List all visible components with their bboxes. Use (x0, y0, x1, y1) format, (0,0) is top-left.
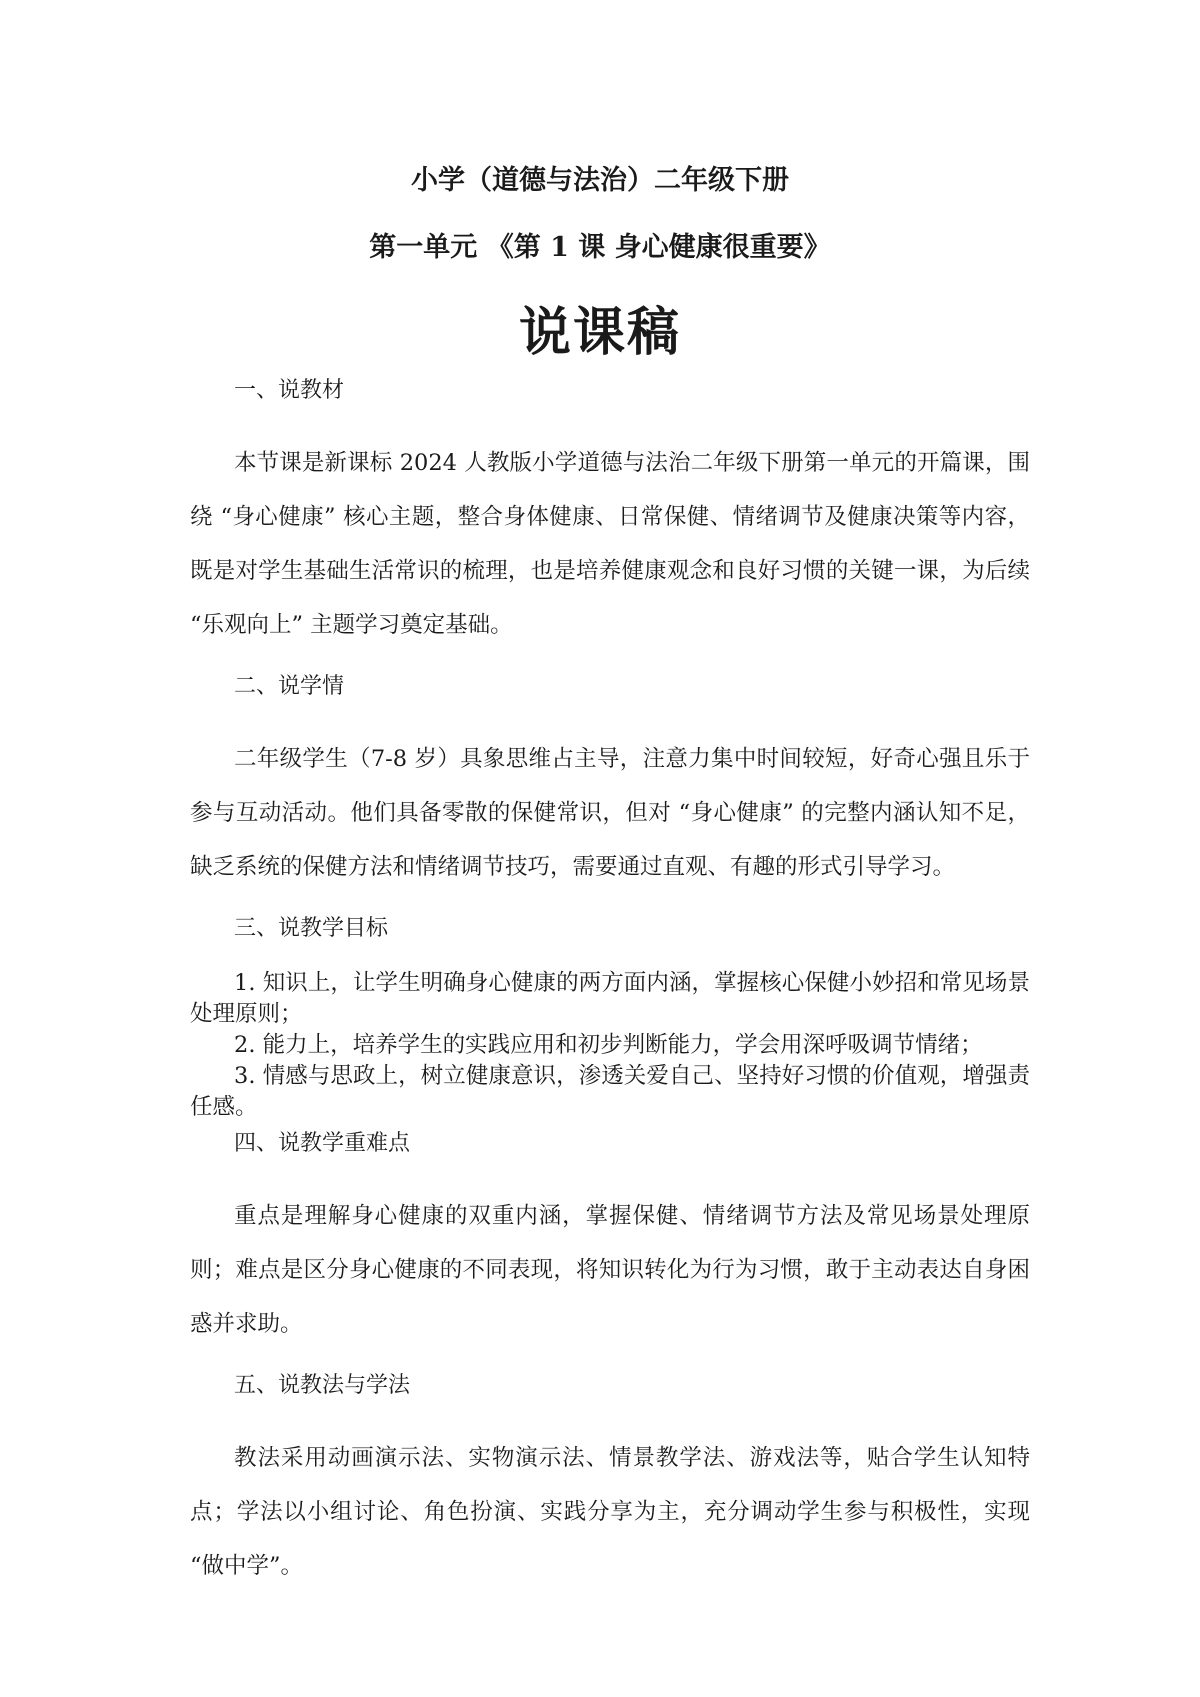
section-methods (190, 1369, 1030, 1593)
section-objectives (190, 912, 1030, 1123)
section-paragraph: 重点是理解身心健康的双重内涵，掌握保健、情绪调节方法及常见场景处理原则；难点是区分身心健康的不同表现，将知识转化为行为习惯，敢于主动表达自身困惑并求助。 (190, 1203, 1030, 1337)
objective-item: 1. 知识上，让学生明确身心健康的两方面内涵，掌握核心保健小妙招和常见场景处理原则； (190, 970, 1030, 1027)
document-body (190, 374, 1030, 1611)
section-heading: 三、说教学目标 (234, 916, 389, 941)
section-key-points (190, 1127, 1030, 1351)
section-textbook (190, 374, 1030, 652)
objective-item: 2. 能力上，培养学生的实践应用和初步判断能力，学会用深呼吸调节情绪； (234, 1032, 983, 1058)
section-heading: 一、说教材 (234, 378, 345, 403)
section-students (190, 670, 1030, 894)
objective-item: 3. 情感与思政上，树立健康意识，渗透关爱自己、坚持好习惯的价值观，增强责任感。 (190, 1063, 1030, 1120)
section-paragraph: 教法采用动画演示法、实物演示法、情景教学法、游戏法等，贴合学生认知特点；学法以小组讨论、角色扮演、实践分享为主，充分调动学生参与积极性，实现 “做中学”。 (190, 1445, 1030, 1579)
document-subtitle-grade: 小学（道德与法治）二年级下册 (411, 165, 789, 196)
section-heading: 四、说教学重难点 (234, 1131, 411, 1156)
section-paragraph: 二年级学生（7-8 岁）具象思维占主导，注意力集中时间较短，好奇心强且乐于参与互动活动。他们具备零散的保健常识，但对 “身心健康” 的完整内涵认知不足，缺乏系统的保健方法和情绪调节技巧，需要通过直观、有趣的形式引导学习。 (190, 746, 1030, 880)
section-paragraph: 本节课是新课标 2024 人教版小学道德与法治二年级下册第一单元的开篇课，围绕 “身心健康” 核心主题，整合身体健康、日常保健、情绪调节及健康决策等内容，既是对学生基础生活常识的梳理，也是培养健康观念和良好习惯的关键一课，为后续 “乐观向上” 主题学习奠定基础。 (190, 450, 1030, 638)
section-heading: 五、说教法与学法 (234, 1373, 411, 1398)
section-heading: 二、说学情 (234, 674, 345, 699)
document-subtitle-lesson: 第一单元 《第 1 课 身心健康很重要》 (369, 232, 831, 263)
document-title: 说课稿 (518, 302, 681, 363)
objectives-list (190, 968, 1030, 1123)
